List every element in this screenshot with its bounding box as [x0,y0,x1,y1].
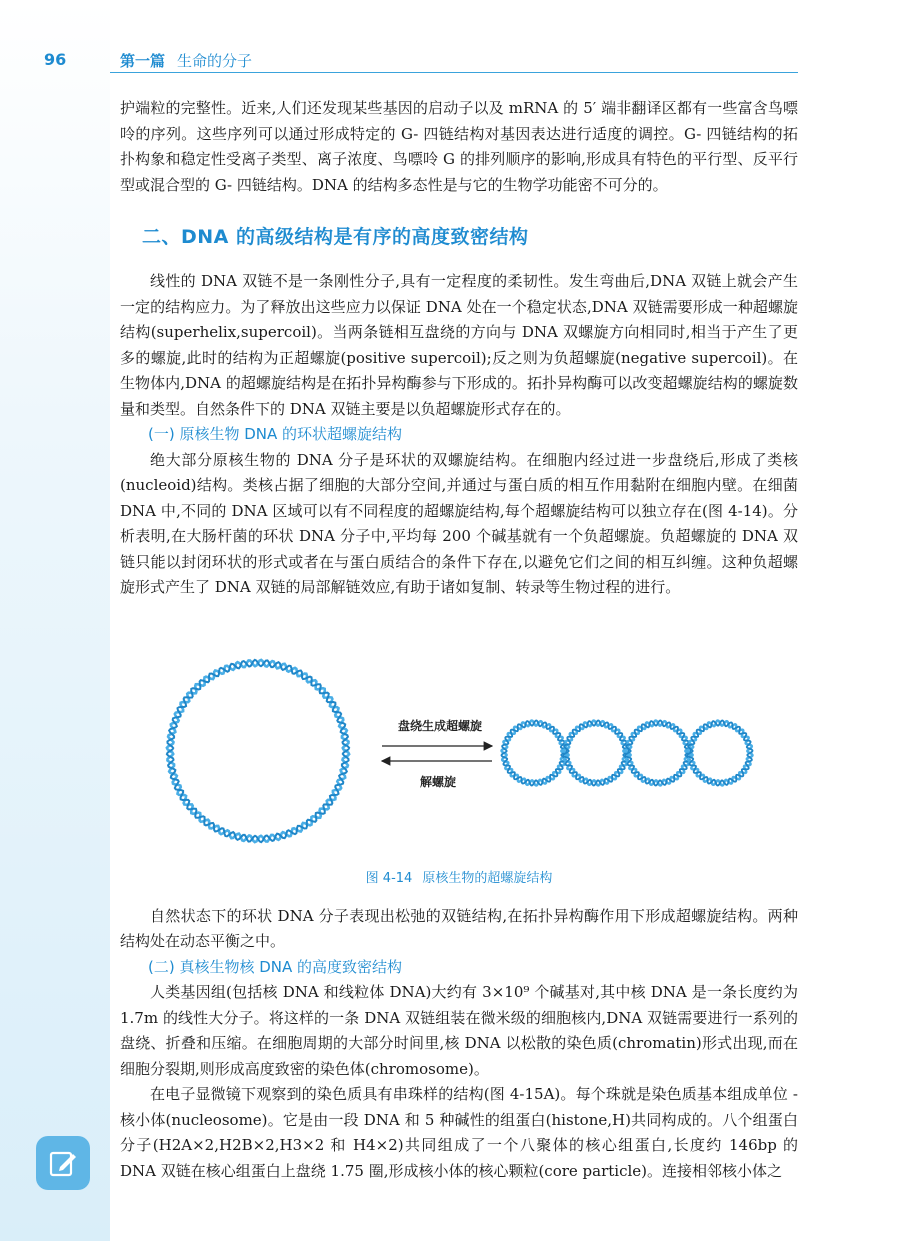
side-band [0,0,110,1241]
dna-strand-a [167,659,349,841]
figure-caption-text: 原核生物的超螺旋结构 [422,870,553,886]
pencil-note-icon[interactable] [36,1136,90,1190]
relaxed-circular-dna [167,659,349,841]
paragraph-6: 在电子显微镜下观察到的染色质具有串珠样的结构(图 4-15A)。每个珠就是染色质基本组成单位 - 核小体(nucleosome)。它是由一段 DNA 和 5 种碱性的组蛋白(histone,H)共同构成的。八个组蛋白分子(H2A×2,H2B×2,H3×2 和 H4×2)共同组成了一个八聚体的核心组蛋白,长度约 146bp 的 DNA 双链在核心组蛋白上盘绕 1.75 圈,形成核小体的核心颗粒(core particle)。连接相邻核小体之 [120,1085,798,1180]
paragraph-2: 线性的 DNA 双链不是一条刚性分子,具有一定程度的柔韧性。发生弯曲后,DNA 双链上就会产生一定的结构应力。为了释放出这些应力以保证 DNA 处在一个稳定状态,DNA 双链需要形成一种超螺旋结构(superhelix,supercoil)。当两条链相互盘绕的方向与 DNA 双螺旋方向相同时,相当于产生了更多的螺旋,此时的结构为正超螺旋(positive supercoil);反之则为负超螺旋(negative supercoil)。在生物体内,DNA 的超螺旋结构是在拓扑异构酶参与下形成的。拓扑异构酶可以改变超螺旋结构的螺旋数量和类型。自然条件下的 DNA 双链主要是以负超螺旋形式存在的。 [120,272,798,418]
figure-number: 图 4-14 [365,870,413,886]
section-title: 二、DNA 的高级结构是有序的高度致密结构 [142,226,529,248]
part-title: 生命的分子 [177,52,253,70]
paragraph-3: 绝大部分原核生物的 DNA 分子是环状的双螺旋结构。在细胞内经过进一步盘绕后,形成了类核(nucleoid)结构。类核占据了细胞的大部分空间,并通过与蛋白质的相互作用黏附在细胞内壁。在细菌 DNA 中,不同的 DNA 区域可以有不同程度的超螺旋结构,每个超螺旋结构可以独立存在(图 4-14)。分析表明,在大肠杆菌的环状 DNA 分子中,平均每 200 个碱基就有一个负超螺旋。负超螺旋的 DNA 双链只能以封闭环状的形式或者在与蛋白质结合的条件下存在,以避免它们之间的相互纠缠。这种负超螺旋形式产生了 DNA 双链的局部解链效应,有助于诸如复制、转录等生物过程的进行。 [120,450,798,596]
paragraph-4: 自然状态下的环状 DNA 分子表现出松弛的双链结构,在拓扑异构酶作用下形成超螺旋结构。两种结构处在动态平衡之中。 [120,906,798,950]
subsection-title-1: (一) 原核生物 DNA 的环状超螺旋结构 [148,425,403,443]
coiling-label: 盘绕生成超螺旋 [398,718,483,733]
figure-caption [120,867,798,886]
uncoiling-label: 解螺旋 [420,774,457,789]
pencil-icon [48,1148,78,1178]
part-label: 第一篇 [120,52,166,70]
page-content [120,96,798,1184]
supercoiled-dna [501,720,752,785]
supercoil-illustration [120,633,798,863]
header-rule [110,72,798,73]
page-number: 96 [44,50,67,69]
figure-4-14 [120,633,798,863]
running-header [120,50,798,71]
subsection-title-2: (二) 真核生物核 DNA 的高度致密结构 [148,957,403,976]
paragraph-1: 护端粒的完整性。近来,人们还发现某些基因的启动子以及 mRNA 的 5′ 端非翻译区都有一些富含鸟嘌呤的序列。这些序列可以通过形成特定的 G- 四链结构对基因表达进行适度的调控。G- 四链结构的拓扑构象和稳定性受离子类型、离子浓度、鸟嘌呤 G 的排列顺序的影响,形成具有特色的平行型、反平行型或混合型的 G- 四链结构。DNA 的结构多态性是与它的生物学功能密不可分的。 [120,99,798,194]
paragraph-5: 人类基因组(包括核 DNA 和线粒体 DNA)大约有 3×10⁹ 个碱基对,其中核 DNA 是一条长度约为 1.7m 的线性大分子。将这样的一条 DNA 双链组装在微米级的细胞核内,DNA 双链需要进行一系列的盘绕、折叠和压缩。在细胞周期的大部分时间里,核 DNA 以松散的染色质(chromatin)形式出现,而在细胞分裂期,则形成高度致密的染色体(chromosome)。 [120,983,798,1078]
